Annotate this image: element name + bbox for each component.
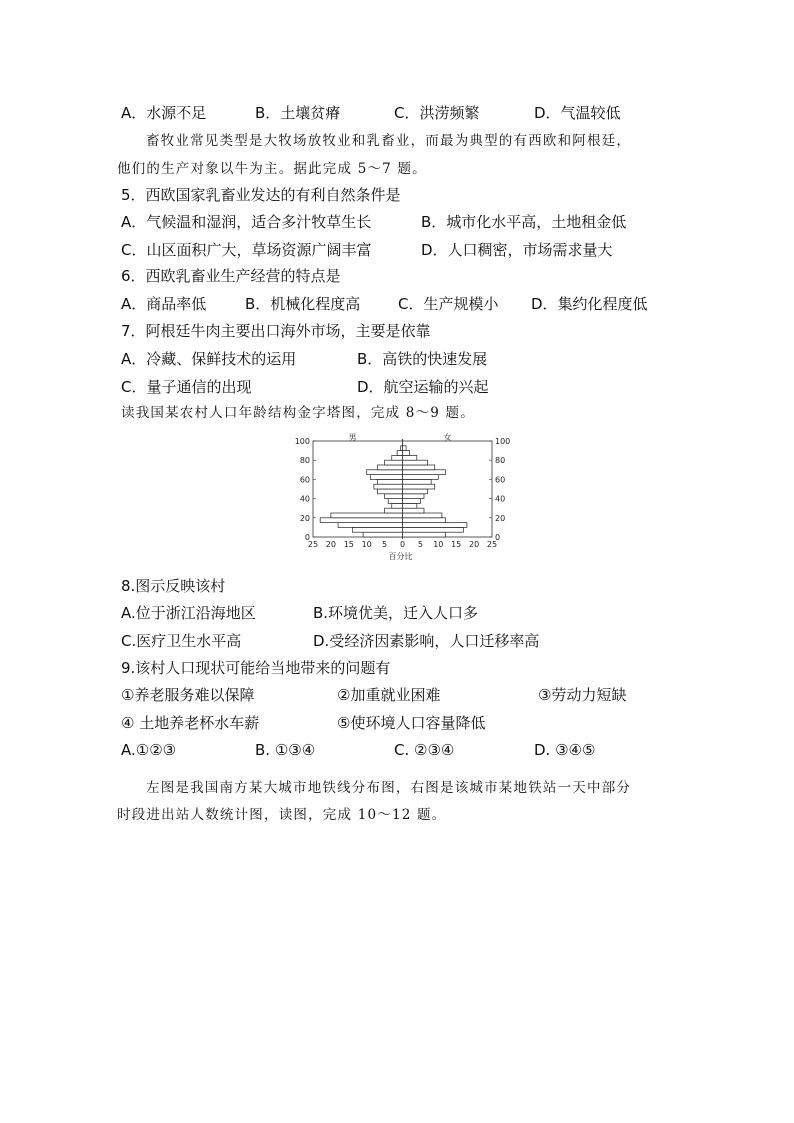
q9-item-2: ②加重就业困难 [337,686,441,704]
y-tick-label-left: 20 [299,513,310,523]
y-tick-label-left: 60 [299,475,310,485]
male-bar [320,518,402,523]
q9-option-d: D. ③④⑤ [534,741,596,759]
male-bar [352,527,402,532]
q9-item-5: ⑤使环境人口容量降低 [337,714,486,732]
y-tick-label-right: 0 [495,533,501,542]
q4-option-b: B．土壤贫瘠 [255,104,341,122]
female-bar [403,484,435,489]
x-tick-label-left: 10 [361,540,372,549]
x-tick-label-right: 10 [433,540,444,549]
female-bar [403,479,432,484]
q7-option-a: A．冷藏、保鲜技术的运用 [121,350,297,368]
intro-8-9: 读我国某农村人口年龄结构金字塔图，完成 8～9 题。 [121,405,475,421]
q4-option-c: C．洪涝频繁 [394,104,480,122]
male-bar [385,494,403,499]
female-bar [403,518,446,523]
female-bar [403,446,407,451]
q7-option-b: B．高铁的快速发展 [357,350,488,368]
q7-option-c: C．量子通信的出现 [121,378,252,396]
male-bar [377,479,402,484]
x-tick-label-right: 20 [469,540,480,549]
y-tick-label-right: 100 [495,437,511,446]
male-bar [397,451,402,456]
q8-option-b: B.环境优美，迁入人口多 [313,604,479,622]
q8-option-a: A.位于浙江沿海地区 [121,604,256,622]
q8-option-d: D.受经济因素影响，人口迁移率高 [313,632,540,650]
q7-stem: 7．阿根廷牛肉主要出口海外市场，主要是依靠 [121,322,431,340]
male-bar [388,499,402,504]
q6-option-a: A．商品率低 [121,295,207,313]
female-bar [403,494,424,499]
y-tick-label-left: 100 [294,437,310,446]
q9-item-1: ①养老服务难以保障 [121,686,255,704]
male-bar [370,475,402,480]
q9-stem: 9.该村人口现状可能给当地带来的问题有 [121,659,391,677]
q9-option-c: C. ②③④ [394,741,455,759]
x-tick-label-left: 20 [325,540,336,549]
female-bar [403,460,428,465]
male-bar [385,508,403,513]
female-bar [403,499,421,504]
intro-10-12-line2: 时段进出站人数统计图，读图，完成 10～12 题。 [117,807,447,823]
female-label: 女 [443,433,452,442]
x-tick-label-left: 25 [307,540,319,549]
q7-option-d: D．航空运输的兴起 [357,378,489,396]
y-tick-label-right: 80 [495,456,506,466]
female-bar [403,532,446,537]
x-axis-title: 百分比 [388,552,413,561]
y-tick-label-left: 0 [304,533,310,542]
q4-option-d: D．气温较低 [534,104,621,122]
intro-10-12-line1: 左图是我国南方某大城市地铁线分布图，右图是该城市某地铁站一天中部分 [146,780,632,796]
q5-option-d: D．人口稠密，市场需求量大 [421,241,613,259]
q6-option-b: B．机械化程度高 [245,295,361,313]
q6-stem: 6．西欧乳畜业生产经营的特点是 [121,267,341,285]
male-bar [338,523,402,528]
y-tick-label-right: 40 [495,494,506,504]
q6-option-c: C．生产规模小 [398,295,499,313]
q9-option-b: B. ①③④ [255,741,316,759]
q9-option-a: A.①②③ [121,741,177,759]
q5-option-a: A．气候温和湿润，适合多汁牧草生长 [121,213,372,231]
q9-item-3: ③劳动力短缺 [538,686,627,704]
q4-option-a: A．水源不足 [121,104,207,122]
intro-5-7-line2: 他们的生产对象以牛为主。据此完成 5～7 题。 [117,161,427,177]
male-bar [331,513,403,518]
y-tick-label-left: 40 [299,494,310,504]
female-bar [403,489,428,494]
q6-option-d: D．集约化程度低 [531,295,648,313]
y-tick-label-right: 20 [495,513,506,523]
q5-stem: 5．西欧国家乳畜业发达的有利自然条件是 [121,186,401,204]
female-bar [403,523,467,528]
male-bar [392,503,403,508]
q5-option-b: B．城市化水平高，土地租金低 [421,213,627,231]
male-bar [363,532,402,537]
x-tick-label-right: 15 [451,540,462,549]
female-bar [403,470,446,475]
male-bar [377,489,402,494]
q9-item-4: ④ 土地养老杯水车薪 [121,714,260,732]
male-bar [367,470,403,475]
male-bar [385,460,403,465]
male-label: 男 [348,433,357,442]
female-bar [403,451,410,456]
x-tick-label-left: 5 [382,540,388,549]
x-tick-label-right: 5 [417,540,423,549]
q5-option-c: C．山区面积广大，草场资源广阔丰富 [121,241,372,259]
female-bar [403,503,417,508]
x-tick-label-left: 15 [343,540,354,549]
female-bar [403,527,464,532]
x-tick-label-right: 25 [486,540,498,549]
x-tick-label-left: 0 [399,540,406,549]
female-bar [403,475,439,480]
female-bar [403,465,435,470]
male-bar [374,484,403,489]
female-bar [403,513,442,518]
q8-option-c: C.医疗卫生水平高 [121,632,242,650]
population-pyramid-chart [285,433,520,565]
y-tick-label-right: 60 [495,475,506,485]
q8-stem: 8.图示反映该村 [121,577,226,595]
male-bar [377,465,402,470]
y-tick-label-left: 80 [299,456,310,466]
female-bar [403,455,417,460]
intro-5-7-line1: 畜牧业常见类型是大牧场放牧业和乳畜业，而最为典型的有西欧和阿根廷， [146,133,632,149]
male-bar [392,455,403,460]
female-bar [403,508,424,513]
